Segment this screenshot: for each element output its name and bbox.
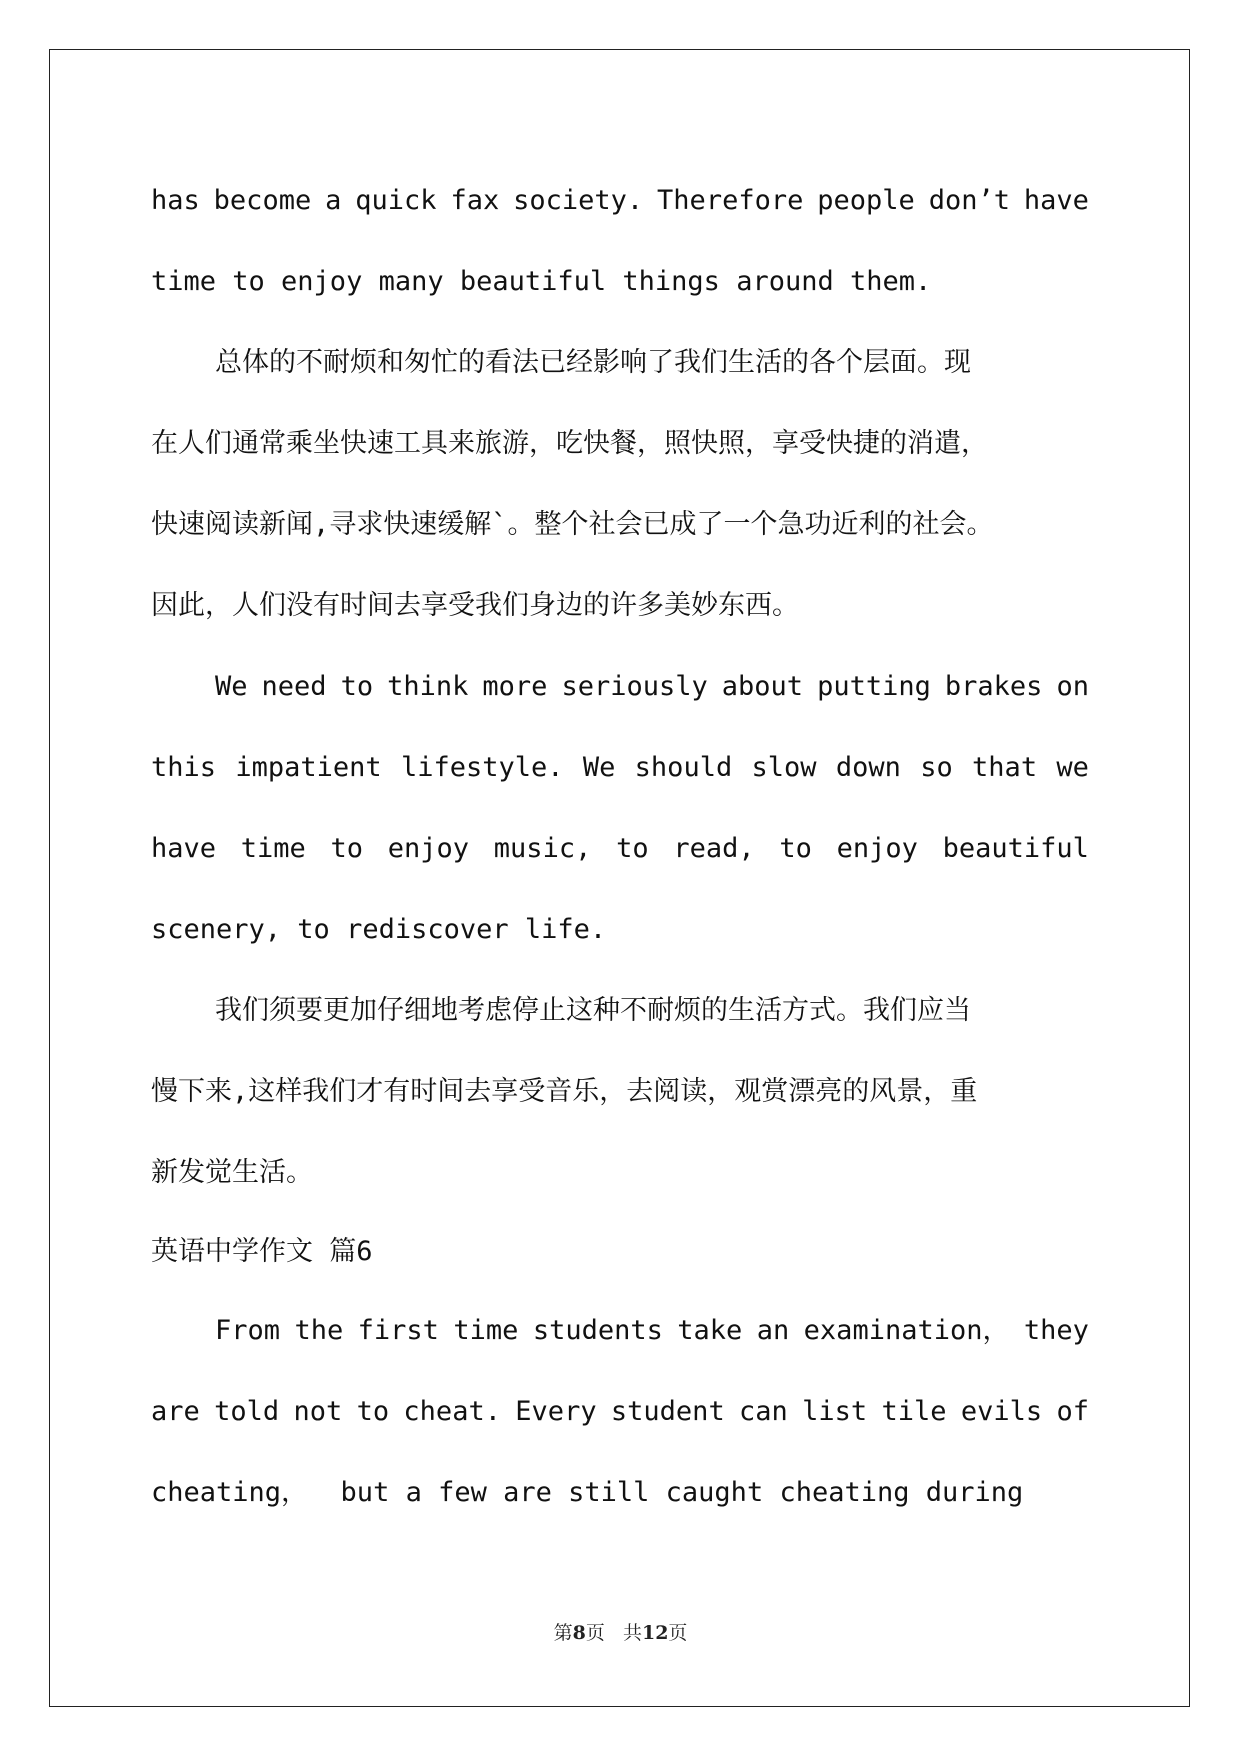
text-line: time to enjoy many beautiful things around them.: [151, 266, 932, 297]
text-line: 我们须要更加仔细地考虑停止这种不耐烦的生活方式。我们应当: [215, 995, 971, 1026]
text-line: cheating， but a few are still caught cheating during: [151, 1477, 1024, 1508]
footer-page-prefix: 第: [553, 1622, 573, 1644]
paragraph: [151, 1290, 1089, 1533]
text-line: 慢下来,这样我们才有时间去享受音乐，去阅读，观赏漂亮的风景，重: [151, 1076, 978, 1107]
text-line: 因此，人们没有时间去享受我们身边的许多美妙东西。: [151, 590, 799, 621]
text-line: have time to enjoy music, to read, to enjoy beautiful: [151, 833, 1089, 864]
footer-total-number: 12: [641, 1622, 669, 1644]
paragraph: [151, 160, 1089, 322]
text-line: We need to think more seriously about putting brakes on: [215, 671, 1089, 702]
footer-page-mid: 页: [585, 1622, 605, 1644]
text-line: 在人们通常乘坐快速工具来旅游，吃快餐，照快照，享受快捷的消遣，: [151, 428, 988, 459]
document-body: [151, 160, 1089, 1533]
paragraph: [151, 646, 1089, 970]
section-heading: 英语中学作文 篇6: [151, 1236, 373, 1267]
paragraphs-after-heading: [151, 1290, 1089, 1533]
text-line: are told not to cheat. Every student can list tile evils of: [151, 1396, 1089, 1427]
text-line: From the first time students take an examination， they: [215, 1315, 1089, 1346]
paragraph: [151, 970, 1089, 1213]
text-line: 新发觉生活。: [151, 1157, 313, 1188]
text-line: 快速阅读新闻,寻求快速缓解`。整个社会已成了一个急功近利的社会。: [151, 509, 994, 540]
footer-total-suffix: 页: [668, 1622, 688, 1644]
paragraphs-before-heading: [151, 160, 1089, 1213]
footer-page-number: 8: [572, 1622, 586, 1644]
text-line: has become a quick fax society. Therefore people don’t have: [151, 185, 1089, 216]
paragraph: [151, 322, 1089, 646]
text-line: 总体的不耐烦和匆忙的看法已经影响了我们生活的各个层面。现: [215, 347, 971, 378]
text-line: scenery, to rediscover life.: [151, 914, 607, 945]
footer-total-prefix: 共: [622, 1622, 642, 1644]
page-footer: [0, 1618, 1241, 1645]
text-line: this impatient lifestyle. We should slow down so that we: [151, 752, 1089, 783]
